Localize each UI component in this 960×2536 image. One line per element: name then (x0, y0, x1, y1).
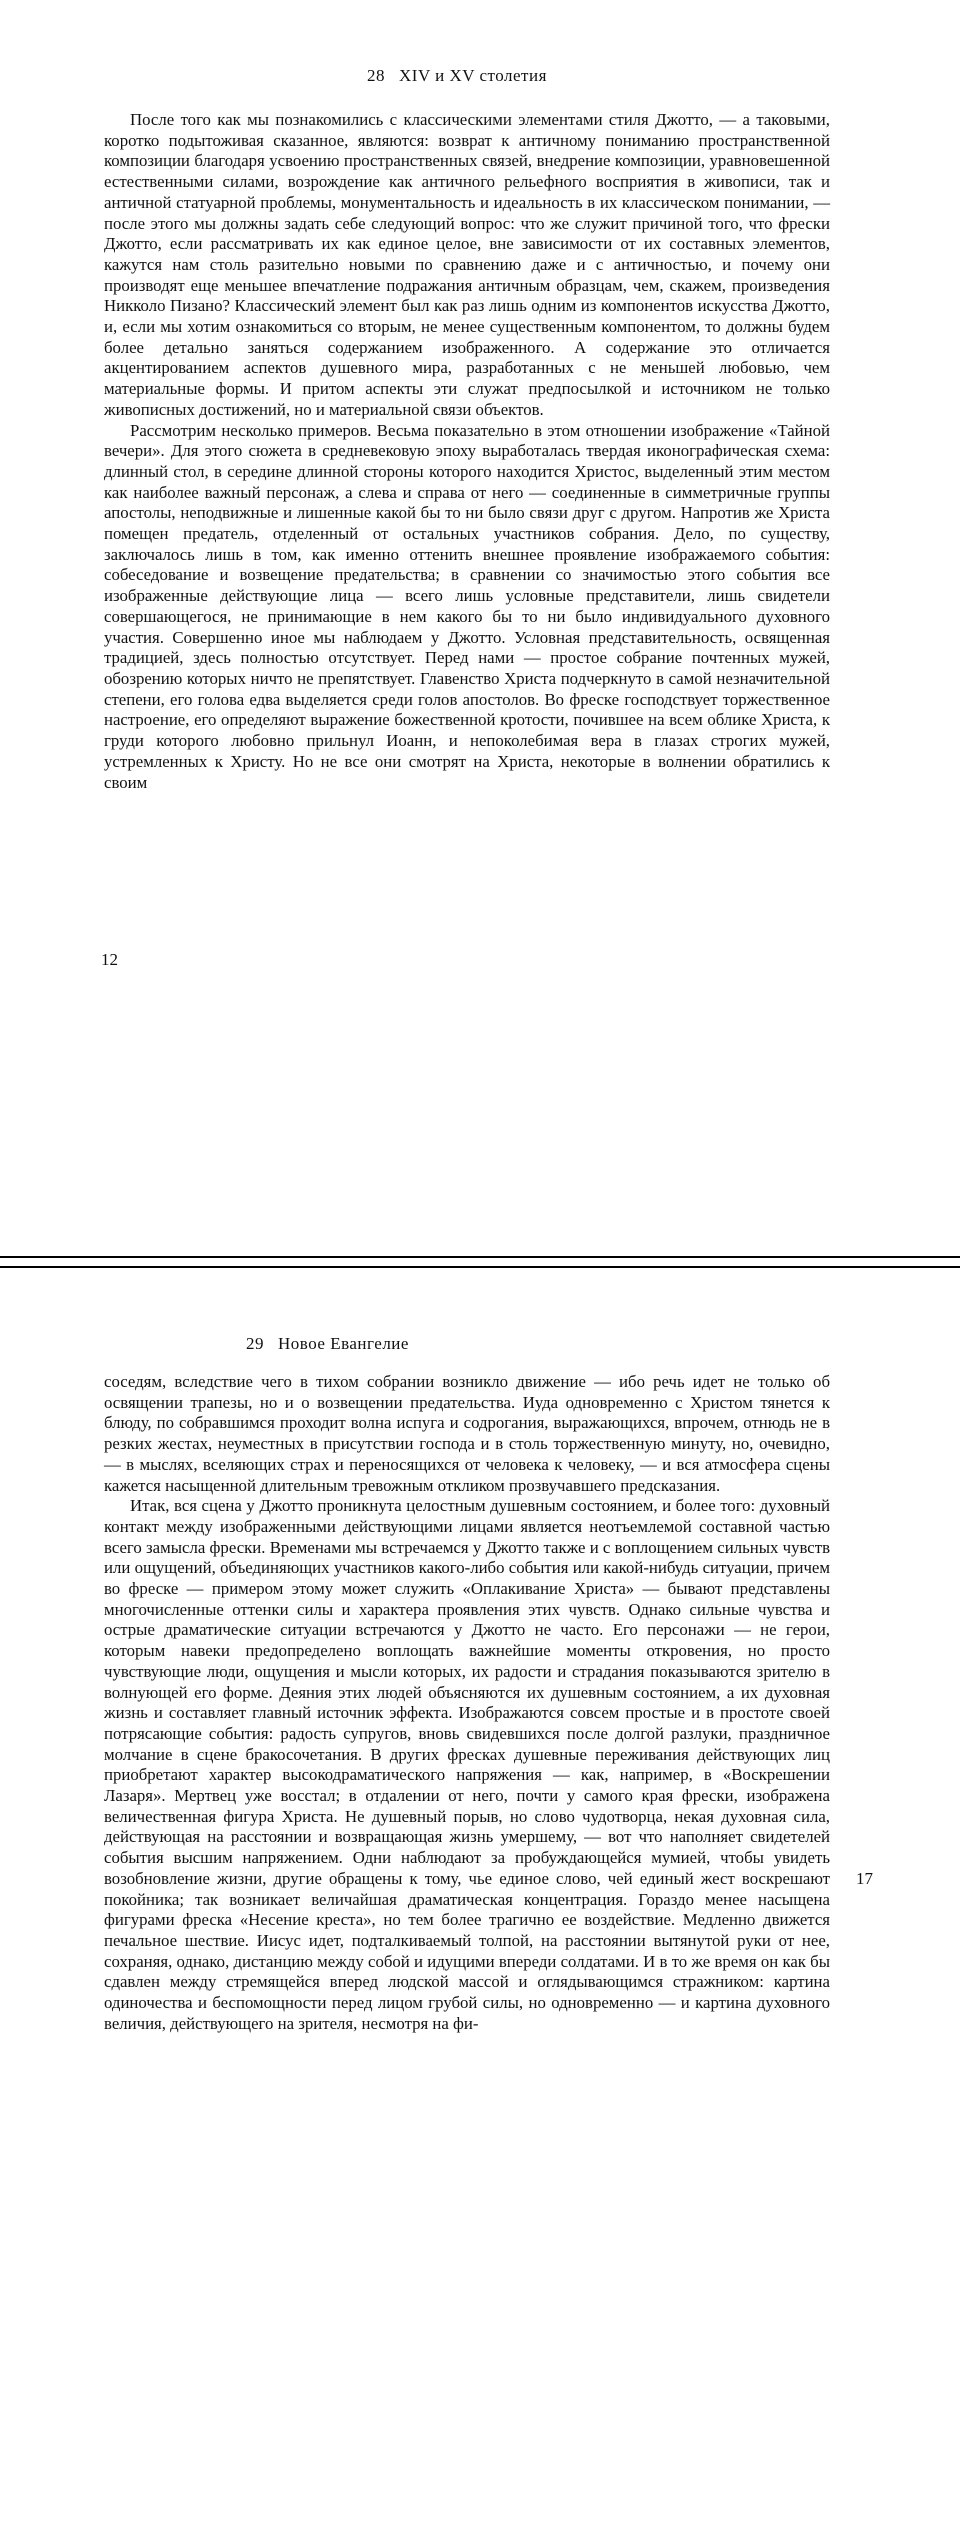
margin-number: 17 (856, 1869, 873, 1888)
paragraph: Итак, вся сцена у Джотто проникнута целостным душевным состоянием, и более того: духовный контакт между изображенными действующими лицами является неотъемлемой составной частью всего замысла фрески. Временами мы встречаемся у Джотто также и с воплощением сильных чувств или ощущений, объединяющих участников какого-либо события или какой-нибудь ситуации, причем во фреске — примером этому может служить «Оплакивание Христа» — бывают представлены многочисленные оттенки силы и характера проявления этих чувств. Однако сильные чувства и острые драматические ситуации встречаются у Джотто не часто. Его персонажи — не герои, которым навеки предопределено воплощать важнейшие моменты откровения, но просто чувствующие люди, ощущения и мысли которых, их радости и страдания показываются зрителю в волнующей его форме. Деяния этих людей объясняются их душевным состоянием, а их духовная жизнь и составляет главный источник эффекта. Изображаются совсем простые и в простоте своей потрясающие события: радость супругов, вновь свидевшихся после долгой разлуки, праздничное молчание в сцене бракосочетания. В других фресках душевные переживания действующих лиц приобретают характер высокодраматического напряжения — как, например, в «Воскрешении Лазаря». Мертвец уже восстал; в отдалении от него, почти у самого края фрески, изображена величественная фигура Христа. Не душевный порыв, но слово чудотворца, некая духовная сила, действующая на расстоянии и возвращающая жизнь умершему, — вот что наполняет свидетелей события высшим напряжением. Одни наблюдают за пробуждающейся мумией, чтобы увидеть возобновление жизни, другие обращены к тому, чье единое слово, чей единый жест воскрешают покойника; так возникает величайшая драматическая концентрация. Гораздо менее насыщена фигурами фреска «Несение креста», но тем более трагично ее воздействие. Медленно движется печальное шествие. Иисус идет, подталкиваемый толпой, на расстоянии вытянутой руки от нее, сохраняя, однако, дистанцию между собой и идущими впереди солдатами. И в то же время он как бы сдавлен между стремящейся вперед людской массой и оглядывающимся стражником: картина одиночества и беспомощности перед лицом грубой силы, но одновременно — и картина духовного величия, действующего на зрителя, несмотря на фи- (104, 1496, 830, 2033)
page-29 (0, 1268, 960, 2536)
page-28 (0, 0, 960, 1256)
paragraph: После того как мы познакомились с классическими элементами стиля Джотто, — а таковыми, коротко подытоживая сказанное, являются: возврат к античному пониманию пространственной композиции благодаря усвоению пространственных связей, внедрение композиции, уравновешенной естественными силами, возрождение как античного рельефного восприятия в живописи, так и античной статуарной проблемы, монументальность и идеальность в их классическом понимании, — после этого мы должны задать себе следующий вопрос: что же служит причиной того, что фрески Джотто, если рассматривать их как единое целое, вне зависимости от их составных элементов, кажутся нам столь разительно новыми по сравнению даже и с античностью, и почему они производят еще меньшее впечатление подражания античным образцам, чем, скажем, произведения Никколо Пизано? Классический элемент был как раз лишь одним из компонентов искусства Джотто, и, если мы хотим ознакомиться со вторым, не менее существенным компонентом, то должны будем более детально заняться содержанием изображенного. А содержание это отличается акцентированием аспектов душевного мира, разработанных с не меньшей любовью, чем материальные формы. И притом аспекты эти служат предпосылкой и источником не только живописных достижений, но и материальной связи объектов. (104, 110, 830, 419)
page-separator (0, 1256, 960, 1268)
chapter-title: Новое Евангелие (278, 1334, 409, 1353)
paragraph: Рассмотрим несколько примеров. Весьма показательно в этом отношении изображение «Тайной вечери». Для этого сюжета в средневековую эпоху выработалась твердая иконографическая схема: длинный стол, в середине длинной стороны которого находится Христос, выделенный этим местом как наиболее важный персонаж, а слева и справа от него — соединенные в симметричные группы апостолы, неподвижные и лишенные какой бы то ни было связи друг с другом. Напротив же Христа помещен предатель, отделенный от остальных участников собрания. Дело, по существу, заключалось лишь в том, как именно оттенить внешнее проявление изображаемого события: собеседование и возвещение предательства; в сравнении со значимостью этого события все изображенные действующие лица — всего лишь условные представители, лишь свидетели совершающегося, не принимающие в нем какого бы то ни было индивидуального духовного участия. Совершенно иное мы наблюдаем у Джотто. Условная представительность, освященная традицией, здесь полностью отсутствует. Перед нами — простое собрание почтенных мужей, обозрению которых ничто не препятствует. Главенство Христа подчеркнуто в самой незначительной степени, его голова едва выделяется среди голов апостолов. Во фреске господствует торжественное настроение, его определяют выражение божественной кротости, почившее на всем облике Христа, к груди которого любовно прильнул Иоанн, и непоколебимая вера в глазах строгих мужей, устремленных к Христу. Но не все они смотрят на Христа, некоторые в волнении обратились к своим (104, 420, 830, 792)
running-head (246, 1334, 409, 1354)
body-text (104, 1372, 830, 2035)
running-head (367, 66, 547, 86)
body-text (104, 110, 830, 793)
page-number: 29 (246, 1334, 264, 1353)
paragraph: соседям, вследствие чего в тихом собрании возникло движение — ибо речь идет не только об освящении трапезы, но и о возвещении предательства. Иуда одновременно с Христом тянется к блюду, по собравшимся проходит волна испуга и содрогания, выражающихся, впрочем, отнюдь не в резких жестах, неуместных в присутствии господа и в столь торжественную минуту, но, очевидно, — в мыслях, вселяющих страх и переносящихся от человека к человеку, — и вся атмосфера сцены кажется насыщенной длительным тревожным откликом прозвучавшего предсказания. (104, 1372, 830, 1495)
page-number: 28 (367, 66, 385, 85)
chapter-title: XIV и XV столетия (399, 66, 547, 85)
margin-number: 12 (101, 950, 118, 969)
